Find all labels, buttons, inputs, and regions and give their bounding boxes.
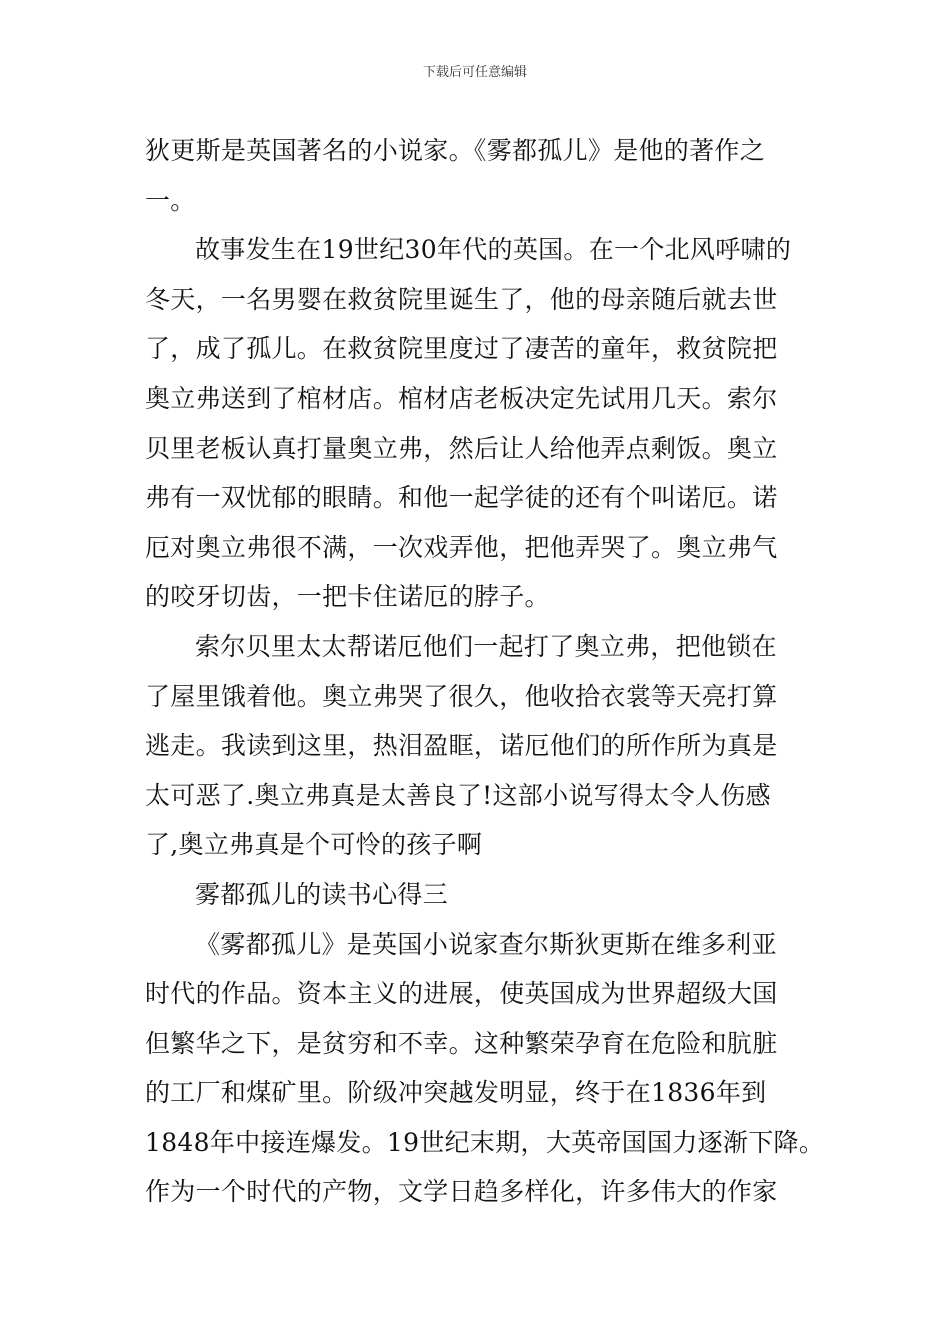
text-line: 冬天，一名男婴在救贫院里诞生了，他的母亲随后就去世 xyxy=(145,284,778,314)
text-line: 时代的作品。资本主义的进展，使英国成为世界超级大国 xyxy=(145,979,778,1009)
text-line: 的工厂和煤矿里。阶级冲突越发明显，终于在1836年到 xyxy=(145,1078,767,1108)
text-line: 太可恶了.奥立弗真是太善良了!这部小说写得太令人伤感 xyxy=(145,780,771,810)
document-body xyxy=(145,126,825,1217)
text-line: 弗有一双忧郁的眼睛。和他一起学徒的还有个叫诺厄。诺 xyxy=(145,483,778,513)
paragraph-start-line: 《雾都孤儿》是英国小说家查尔斯狄更斯在维多利亚 xyxy=(195,929,777,959)
text-line: 1848年中接连爆发。19世纪末期，大英帝国国力逐渐下降。 xyxy=(145,1127,825,1157)
text-line: 奥立弗送到了棺材店。棺材店老板决定先试用几天。索尔 xyxy=(145,383,778,413)
text-line: 一。 xyxy=(145,185,196,215)
text-line: 了，成了孤儿。在救贫院里度过了凄苦的童年，救贫院把 xyxy=(145,334,778,364)
section-heading: 雾都孤儿的读书心得三 xyxy=(195,879,449,909)
text-line: 逃走。我读到这里，热泪盈眶，诺厄他们的所作所为真是 xyxy=(145,731,778,761)
paragraph-start-line: 故事发生在19世纪30年代的英国。在一个北风呼啸的 xyxy=(195,235,792,265)
paragraph-start-line: 索尔贝里太太帮诺厄他们一起打了奥立弗，把他锁在 xyxy=(195,631,777,661)
text-line: 了屋里饿着他。奥立弗哭了很久，他收拾衣裳等天亮打算 xyxy=(145,681,778,711)
text-line: 贝里老板认真打量奥立弗，然后让人给他弄点剩饭。奥立 xyxy=(145,433,778,463)
text-line: 作为一个时代的产物，文学日趋多样化，许多伟大的作家 xyxy=(145,1177,778,1207)
text-line: 了,奥立弗真是个可怜的孩子啊 xyxy=(145,830,483,860)
text-line: 的咬牙切齿，一把卡住诺厄的脖子。 xyxy=(145,582,550,612)
text-line: 厄对奥立弗很不满，一次戏弄他，把他弄哭了。奥立弗气 xyxy=(145,532,778,562)
text-line: 狄更斯是英国著名的小说家。《雾都孤儿》是他的著作之 xyxy=(145,136,766,165)
page-header: 下载后可任意编辑 xyxy=(422,65,527,80)
text-line: 但繁华之下，是贫穷和不幸。这种繁荣孕育在危险和肮脏 xyxy=(145,1028,778,1058)
